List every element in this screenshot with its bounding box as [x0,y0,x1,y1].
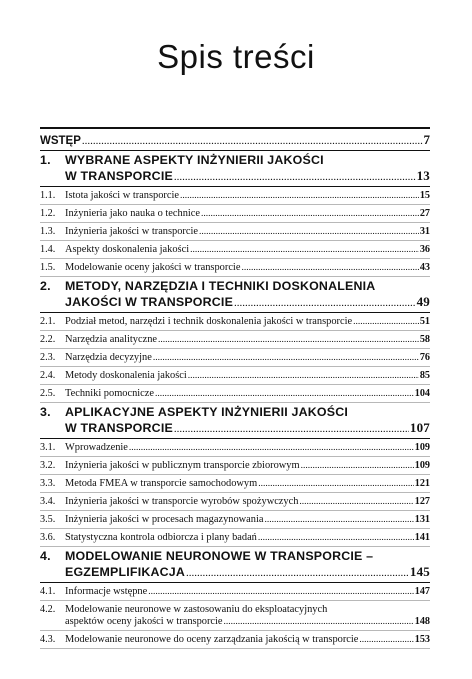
dot-leader [199,226,419,238]
chapter-page-number: 145 [409,564,430,579]
section-title-line: Wprowadzenie [65,442,128,453]
section-page-number: 15 [419,190,430,201]
section-number: 2.3. [40,352,56,363]
toc-section-entry[interactable] [40,529,430,547]
section-title-line: Narzędzia decyzyjne [65,352,152,363]
dot-leader [153,352,419,364]
section-title-line: Narzędzia analityczne [65,334,158,345]
chapter-page-number: 13 [416,168,430,183]
chapter-title-line: W TRANSPORCIE [65,421,173,435]
section-page-number: 104 [414,388,430,399]
section-number: 4.3. [40,634,56,645]
section-number: 1.2. [40,208,56,219]
toc-section-entry[interactable] [40,439,430,457]
toc-section-entry[interactable] [40,331,430,349]
section-number: 2.5. [40,388,56,399]
section-page-number: 109 [414,460,430,471]
section-title-line: Istota jakości w transporcie [65,190,179,201]
dot-leader [201,208,419,220]
dot-leader [158,334,419,346]
dot-leader [301,460,414,472]
dot-leader [174,170,416,185]
section-title-line: Inżynieria jakości w transporcie [65,226,199,237]
section-page-number: 76 [419,352,430,363]
chapter-page-number: 107 [409,420,430,435]
section-page-number: 36 [419,244,430,255]
toc-section-entry[interactable] [40,457,430,475]
chapter-title-line: JAKOŚCI W TRANSPORCIE [65,295,234,309]
section-page-number: 148 [414,616,430,627]
intro-page: 7 [423,132,430,147]
toc-section-entry[interactable] [40,367,430,385]
toc-chapter-entry[interactable] [40,151,430,187]
section-page-number: 43 [419,262,430,273]
dot-leader [148,586,413,598]
section-title-line: Inżynieria jakości w procesach magazynowania [65,514,264,525]
dot-leader [234,296,416,311]
chapter-title-line: MODELOWANIE NEURONOWE W TRANSPORCIE – [65,549,374,563]
dot-leader [359,634,413,646]
dot-leader [82,134,423,148]
dot-leader [186,566,409,581]
section-number: 1.1. [40,190,56,201]
section-title-line: Inżynieria jakości w publicznym transporcie zbiorowym [65,460,300,471]
section-number: 1.5. [40,262,56,273]
dot-leader [258,478,414,490]
toc-section-entry[interactable] [40,349,430,367]
dot-leader [241,262,418,274]
chapter-number: 1. [40,153,51,167]
section-number: 1.4. [40,244,56,255]
dot-leader [155,388,414,400]
table-of-contents [40,127,430,649]
chapter-title-line: METODY, NARZĘDZIA I TECHNIKI DOSKONALENIA [65,279,376,293]
dot-leader [129,442,414,454]
toc-section-entry[interactable] [40,223,430,241]
section-page-number: 109 [414,442,430,453]
chapter-page-number: 49 [416,294,430,309]
dot-leader [188,370,419,382]
dot-leader [190,244,419,256]
section-number: 2.1. [40,316,56,327]
toc-chapter-entry[interactable] [40,403,430,439]
section-number: 2.4. [40,370,56,381]
toc-section-entry[interactable] [40,601,430,631]
dot-leader [180,190,419,202]
toc-section-entry[interactable] [40,205,430,223]
section-title-line: Metoda FMEA w transporcie samochodowym [65,478,258,489]
section-number: 3.3. [40,478,56,489]
section-page-number: 131 [414,514,430,525]
section-number: 4.1. [40,586,56,597]
dot-leader [174,422,409,437]
section-number: 1.3. [40,226,56,237]
section-title-line: Modelowanie oceny jakości w transporcie [65,262,241,273]
dot-leader [265,514,414,526]
section-page-number: 27 [419,208,430,219]
toc-section-entry[interactable] [40,187,430,205]
toc-chapter-entry[interactable] [40,547,430,583]
toc-section-entry[interactable] [40,631,430,649]
section-title-line: Podział metod, narzędzi i technik doskonalenia jakości w transporcie [65,316,353,327]
section-title-line: Metody doskonalenia jakości [65,370,187,381]
toc-section-entry[interactable] [40,241,430,259]
section-number: 4.2. [40,604,56,615]
section-title-line: Modelowanie neuronowe w zastosowaniu do eksploatacyjnych [65,604,328,615]
section-title-line: Statystyczna kontrola odbiorcza i plany badań [65,532,257,543]
top-rule [40,127,430,129]
section-page-number: 31 [419,226,430,237]
section-number: 3.4. [40,496,56,507]
toc-section-entry[interactable] [40,493,430,511]
chapter-title-line: EGZEMPLIFIKACJA [65,565,186,579]
section-number: 3.5. [40,514,56,525]
section-page-number: 153 [414,634,430,645]
toc-section-entry[interactable] [40,385,430,403]
toc-section-entry[interactable] [40,313,430,331]
toc-section-entry[interactable] [40,259,430,277]
section-title-line: Modelowanie neuronowe do oceny zarządzania jakością w transporcie [65,634,359,645]
dot-leader [353,316,419,328]
section-title-line: Techniki pomocnicze [65,388,154,399]
section-title-line: Inżynieria jako nauka o technice [65,208,201,219]
section-title-line: aspektów oceny jakości w transporcie [65,616,223,627]
chapter-number: 3. [40,405,51,419]
page-title: Spis treści [157,38,315,75]
section-page-number: 127 [414,496,430,507]
dot-leader [224,616,414,628]
section-page-number: 141 [414,532,430,543]
section-number: 3.2. [40,460,56,471]
section-title-line: Inżynieria jakości w transporcie wyrobów spożywczych [65,496,299,507]
chapter-number: 2. [40,279,51,293]
section-number: 2.2. [40,334,56,345]
section-number: 3.6. [40,532,56,543]
dot-leader [299,496,413,508]
section-title-line: Informacje wstępne [65,586,148,597]
section-page-number: 85 [419,370,430,381]
chapter-number: 4. [40,549,51,563]
chapter-title-line: APLIKACYJNE ASPEKTY INŻYNIERII JAKOŚCI [65,405,348,419]
toc-intro-entry[interactable] [40,132,430,151]
toc-section-entry[interactable] [40,583,430,601]
toc-section-entry[interactable] [40,475,430,493]
intro-title: WSTĘP [40,135,81,147]
section-title-line: Aspekty doskonalenia jakości [65,244,190,255]
section-page-number: 51 [419,316,430,327]
section-page-number: 121 [414,478,430,489]
chapter-list [40,151,430,649]
section-page-number: 58 [419,334,430,345]
toc-section-entry[interactable] [40,511,430,529]
dot-leader [258,532,414,544]
section-number: 3.1. [40,442,56,453]
section-page-number: 147 [414,586,430,597]
chapter-title-line: W TRANSPORCIE [65,169,173,183]
chapter-title-line: WYBRANE ASPEKTY INŻYNIERII JAKOŚCI [65,153,324,167]
toc-chapter-entry[interactable] [40,277,430,313]
